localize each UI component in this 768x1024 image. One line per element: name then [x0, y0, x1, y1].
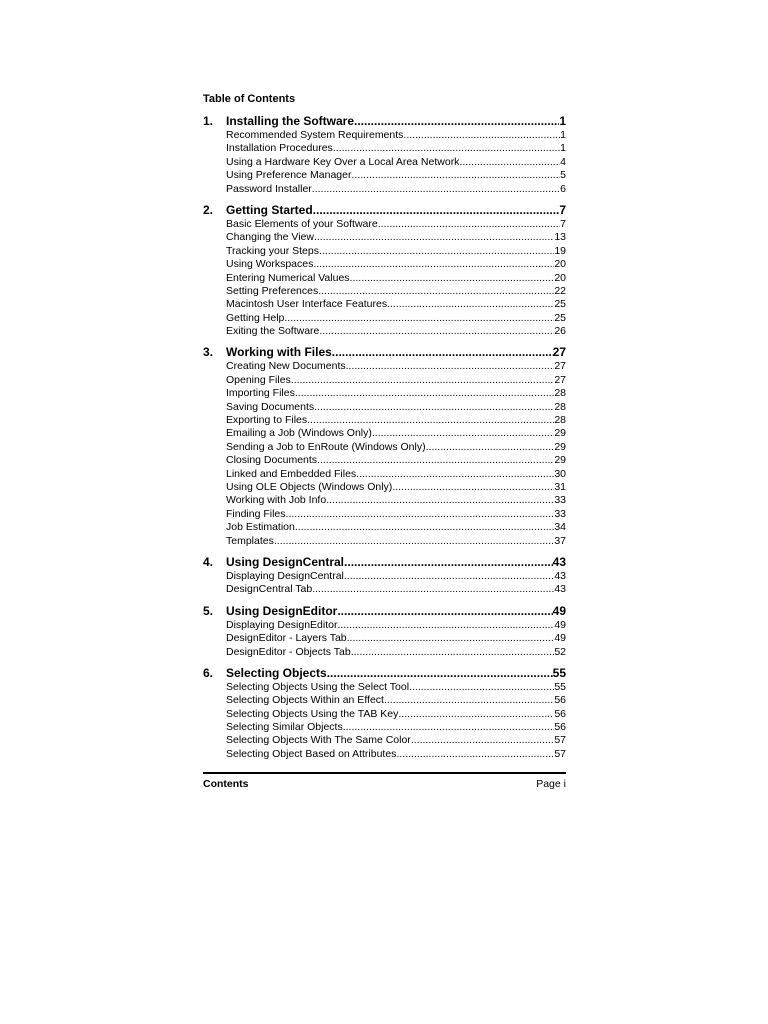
entry-page-number: 28: [554, 387, 566, 400]
toc-entry[interactable]: [203, 441, 566, 454]
entry-title: Saving Documents: [226, 400, 315, 413]
entry-title: Password Installer: [226, 182, 312, 195]
entry-title: Selecting Object Based on Attributes: [226, 747, 397, 760]
entry-page-number: 6: [560, 182, 566, 195]
dot-leader: [351, 646, 555, 659]
toc-section: [203, 202, 566, 339]
section-title: Getting Started: [226, 202, 313, 217]
toc-entry[interactable]: [203, 748, 566, 761]
dot-leader: [426, 441, 555, 454]
toc-entry[interactable]: [203, 285, 566, 298]
entry-title: Using Preference Manager: [226, 169, 352, 182]
section-page-number: 27: [552, 345, 566, 360]
dot-leader: [344, 554, 553, 570]
section-title: Using DesignCentral: [226, 554, 345, 569]
toc-entry[interactable]: [203, 721, 566, 734]
entry-title: Selecting Objects Using the Select Tool: [226, 680, 410, 693]
toc-entry[interactable]: [203, 481, 566, 494]
dot-leader: [346, 360, 555, 373]
entry-page-number: 37: [554, 534, 566, 547]
toc-entry[interactable]: [203, 646, 566, 659]
entry-page-number: 29: [554, 440, 566, 453]
entry-page-number: 29: [554, 454, 566, 467]
entry-page-number: 31: [554, 480, 566, 493]
entry-page-number: 1: [560, 142, 566, 155]
toc-entry[interactable]: [203, 619, 566, 632]
entry-page-number: 30: [554, 467, 566, 480]
entry-page-number: 19: [554, 244, 566, 257]
entry-title: Installation Procedures: [226, 142, 333, 155]
toc-entry[interactable]: [203, 681, 566, 694]
entry-page-number: 55: [554, 680, 566, 693]
entry-title: Getting Help: [226, 311, 285, 324]
entry-title: Closing Documents: [226, 454, 318, 467]
section-page-number: 55: [552, 665, 566, 680]
page-footer: [203, 778, 566, 791]
footer-section-label: Contents: [203, 778, 249, 790]
toc-page: [203, 92, 566, 767]
dot-leader: [332, 344, 553, 360]
entry-title: Selecting Objects With The Same Color: [226, 734, 411, 747]
footer-divider: [203, 772, 566, 774]
entry-page-number: 57: [554, 747, 566, 760]
entry-title: Selecting Objects Using the TAB Key: [226, 707, 399, 720]
entry-title: Displaying DesignEditor: [226, 618, 338, 631]
entry-title: Finding Files: [226, 507, 286, 520]
footer-page-number: Page i: [536, 778, 566, 790]
entry-title: Basic Elements of your Software: [226, 217, 378, 230]
section-title: Working with Files: [226, 345, 332, 360]
toc-entry[interactable]: [203, 734, 566, 747]
entry-page-number: 27: [554, 360, 566, 373]
entry-title: Importing Files: [226, 387, 295, 400]
entry-title: Changing the View: [226, 231, 314, 244]
entry-title: DesignEditor - Layers Tab: [226, 632, 347, 645]
section-page-number: 7: [559, 202, 566, 217]
dot-leader: [307, 414, 554, 427]
dot-leader: [372, 427, 554, 440]
dot-leader: [291, 374, 555, 387]
entry-title: Setting Preferences: [226, 284, 319, 297]
dot-leader: [314, 401, 554, 414]
entry-title: Using Workspaces: [226, 258, 314, 271]
dot-leader: [392, 481, 554, 494]
entry-title: Opening Files: [226, 373, 291, 386]
dot-leader: [459, 156, 560, 169]
toc-section-heading[interactable]: [203, 202, 566, 218]
toc-entry[interactable]: [203, 245, 566, 258]
entry-page-number: 22: [554, 284, 566, 297]
dot-leader: [409, 681, 554, 694]
entry-page-number: 49: [554, 632, 566, 645]
toc-entry[interactable]: [203, 142, 566, 155]
dot-leader: [350, 272, 555, 285]
entry-page-number: 7: [560, 217, 566, 230]
entry-page-number: 26: [554, 325, 566, 338]
entry-page-number: 4: [560, 155, 566, 168]
toc-section: [203, 603, 566, 659]
dot-leader: [333, 142, 560, 155]
entry-page-number: 5: [560, 169, 566, 182]
section-number: 1.: [203, 114, 214, 128]
entry-title: Exiting the Software: [226, 325, 320, 338]
dot-leader: [313, 202, 560, 218]
toc-entry[interactable]: [203, 414, 566, 427]
section-page-number: 49: [552, 603, 566, 618]
dot-leader: [403, 129, 560, 142]
entry-title: DesignEditor - Objects Tab: [226, 645, 351, 658]
entry-page-number: 28: [554, 400, 566, 413]
entry-page-number: 56: [554, 707, 566, 720]
toc-section: [203, 113, 566, 196]
entry-title: Using OLE Objects (Windows Only): [226, 480, 393, 493]
entry-page-number: 43: [554, 569, 566, 582]
toc-entry[interactable]: [203, 535, 566, 548]
section-page-number: 43: [552, 554, 566, 569]
toc-entry[interactable]: [203, 156, 566, 169]
dot-leader: [384, 694, 554, 707]
dot-leader: [344, 570, 554, 583]
dot-leader: [274, 535, 554, 548]
dot-leader: [319, 245, 554, 258]
entry-title: Linked and Embedded Files: [226, 467, 357, 480]
entry-page-number: 29: [554, 427, 566, 440]
dot-leader: [337, 603, 552, 619]
toc-entry[interactable]: [203, 312, 566, 325]
entry-page-number: 34: [554, 521, 566, 534]
toc-entry[interactable]: [203, 694, 566, 707]
dot-leader: [411, 734, 555, 747]
entry-title: Using a Hardware Key Over a Local Area Network: [226, 155, 460, 168]
section-title: Using DesignEditor: [226, 603, 338, 618]
entry-title: Sending a Job to EnRoute (Windows Only): [226, 440, 426, 453]
entry-title: Selecting Objects Within an Effect: [226, 694, 384, 707]
dot-leader: [314, 231, 554, 244]
toc-section-heading[interactable]: [203, 665, 566, 681]
dot-leader: [351, 169, 560, 182]
toc-title: Table of Contents: [203, 93, 296, 105]
entry-title: Working with Job Info: [226, 494, 327, 507]
toc-entry[interactable]: [203, 468, 566, 481]
toc-entry[interactable]: [203, 508, 566, 521]
toc-entry[interactable]: [203, 708, 566, 721]
section-number: 4.: [203, 554, 214, 569]
toc-section-heading[interactable]: [203, 113, 566, 129]
entry-title: Job Estimation: [226, 521, 295, 534]
entry-page-number: 56: [554, 694, 566, 707]
entry-page-number: 28: [554, 414, 566, 427]
entry-title: Exporting to Files: [226, 414, 308, 427]
dot-leader: [295, 387, 554, 400]
dot-leader: [337, 619, 554, 632]
entry-page-number: 25: [554, 298, 566, 311]
toc-section: [203, 665, 566, 761]
dot-leader: [313, 258, 554, 271]
toc-entry[interactable]: [203, 454, 566, 467]
entry-page-number: 43: [554, 583, 566, 596]
toc-entry[interactable]: [203, 401, 566, 414]
entry-page-number: 20: [554, 271, 566, 284]
entry-title: Recommended System Requirements: [226, 129, 404, 141]
section-number: 5.: [203, 603, 214, 618]
entry-page-number: 33: [554, 494, 566, 507]
entry-title: Macintosh User Interface Features: [226, 298, 388, 311]
entry-title: Selecting Similar Objects: [226, 721, 343, 734]
entry-page-number: 56: [554, 721, 566, 734]
section-number: 3.: [203, 345, 214, 360]
dot-leader: [354, 113, 559, 129]
toc-sections: [203, 113, 566, 761]
entry-page-number: 33: [554, 507, 566, 520]
dot-leader: [312, 583, 554, 596]
toc-entry[interactable]: [203, 387, 566, 400]
toc-entry[interactable]: [203, 521, 566, 534]
entry-page-number: 20: [554, 258, 566, 271]
toc-entry[interactable]: [203, 298, 566, 311]
toc-section-heading[interactable]: [203, 554, 566, 570]
section-title: Installing the Software: [226, 114, 355, 128]
toc-entry[interactable]: [203, 570, 566, 583]
section-number: 2.: [203, 202, 214, 217]
toc-entry[interactable]: [203, 218, 566, 231]
toc-entry[interactable]: [203, 231, 566, 244]
section-number: 6.: [203, 665, 214, 680]
dot-leader: [396, 748, 554, 761]
entry-page-number: 25: [554, 311, 566, 324]
dot-leader: [378, 218, 560, 231]
dot-leader: [284, 312, 554, 325]
toc-entry[interactable]: [203, 129, 566, 142]
toc-entry[interactable]: [203, 427, 566, 440]
toc-entry[interactable]: [203, 272, 566, 285]
toc-entry[interactable]: [203, 258, 566, 271]
entry-page-number: 49: [554, 618, 566, 631]
dot-leader: [318, 285, 554, 298]
dot-leader: [327, 665, 553, 681]
entry-page-number: 1: [560, 129, 566, 141]
toc-section-heading[interactable]: [203, 344, 566, 360]
entry-title: DesignCentral Tab: [226, 583, 313, 596]
toc-entry[interactable]: [203, 494, 566, 507]
toc-section-heading[interactable]: [203, 603, 566, 619]
entry-page-number: 57: [554, 734, 566, 747]
dot-leader: [326, 494, 554, 507]
entry-page-number: 52: [554, 645, 566, 658]
toc-entry[interactable]: [203, 325, 566, 338]
entry-page-number: 27: [554, 373, 566, 386]
entry-title: Displaying DesignCentral: [226, 569, 344, 582]
entry-title: Emailing a Job (Windows Only): [226, 427, 372, 440]
entry-title: Entering Numerical Values: [226, 271, 350, 284]
toc-entry[interactable]: [203, 360, 566, 373]
toc-section: [203, 554, 566, 597]
dot-leader: [347, 632, 555, 645]
entry-title: Templates: [226, 534, 274, 547]
dot-leader: [356, 468, 554, 481]
dot-leader: [319, 325, 554, 338]
dot-leader: [387, 298, 554, 311]
entry-title: Tracking your Steps: [226, 244, 319, 257]
toc-entry[interactable]: [203, 632, 566, 645]
entry-title: Creating New Documents: [226, 360, 346, 373]
toc-entry[interactable]: [203, 374, 566, 387]
section-title: Selecting Objects: [226, 665, 327, 680]
toc-entry[interactable]: [203, 583, 566, 596]
dot-leader: [398, 708, 554, 721]
entry-page-number: 13: [554, 231, 566, 244]
dot-leader: [295, 521, 554, 534]
toc-entry[interactable]: [203, 183, 566, 196]
toc-section: [203, 344, 566, 547]
dot-leader: [286, 508, 555, 521]
dot-leader: [317, 454, 554, 467]
toc-entry[interactable]: [203, 169, 566, 182]
dot-leader: [343, 721, 555, 734]
dot-leader: [312, 183, 560, 196]
section-page-number: 1: [559, 114, 566, 128]
